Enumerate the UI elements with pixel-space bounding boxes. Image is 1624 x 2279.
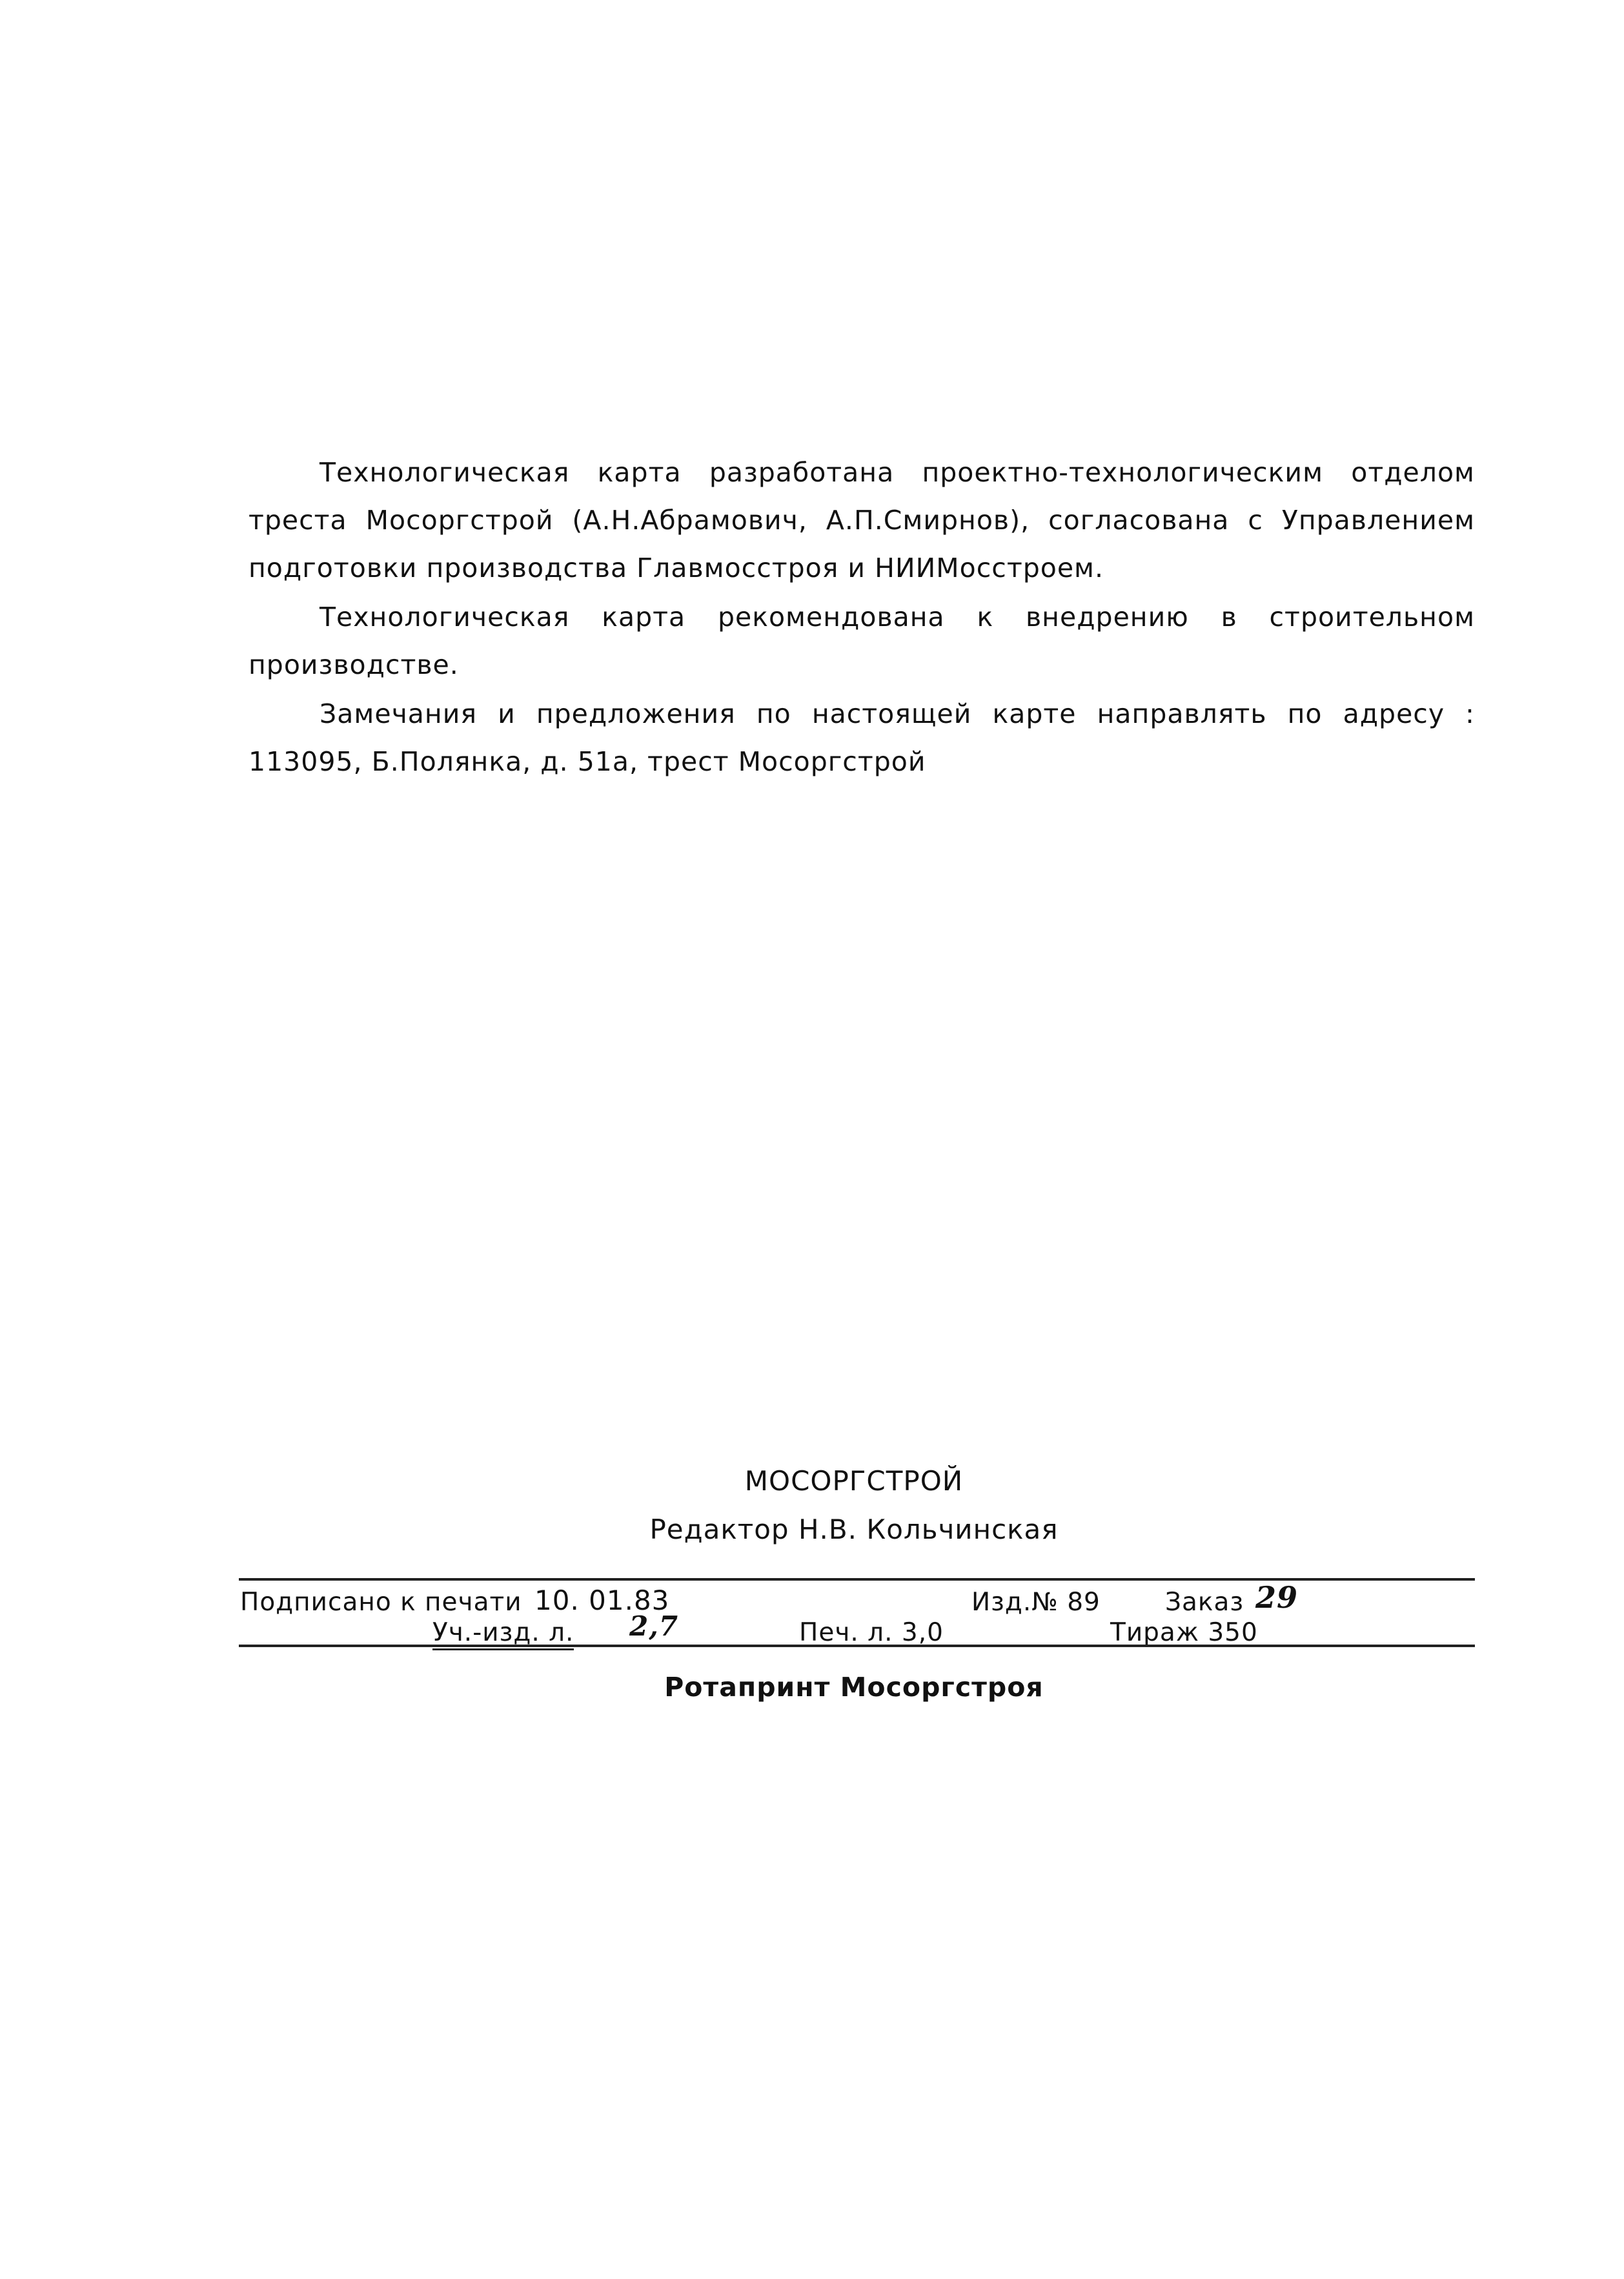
printer-line: Ротапринт Мосоргстроя (664, 1672, 1044, 1703)
accounting-sheets-label: Уч.-изд. л. (432, 1618, 574, 1650)
paragraph-development: Технологическая карта разработана проектно-технологическим отделом треста Мосоргстрой (А.Н.Абрамович, А.П.Смирнов), согласована с Управлением подготовки производства Главмосстроя и НИИМосстроем. (249, 457, 1475, 583)
order-number-handwritten: 29 (1255, 1580, 1299, 1615)
order-label: Заказ (1165, 1588, 1244, 1617)
paragraph-recommendation: Технологическая карта рекомендована к внедрению в строительном производстве. (249, 602, 1475, 680)
accounting-sheets-value: 2,7 (629, 1610, 679, 1642)
signed-date: 10. 01.83 (534, 1585, 670, 1616)
signed-label: Подписано к печати (240, 1588, 522, 1617)
edition-number: Изд.№ 89 (971, 1588, 1101, 1617)
organization-name: МОСОРГСТРОЙ (744, 1465, 964, 1497)
circulation: Тираж 350 (1110, 1618, 1258, 1647)
print-sheets: Печ. л. 3,0 (799, 1618, 944, 1647)
editor-line: Редактор Н.В. Кольчинская (649, 1514, 1059, 1545)
imprint-bottom-rule (239, 1645, 1475, 1647)
body-text (249, 449, 1475, 785)
paragraph-feedback-address: Замечания и предложения по настоящей карте направлять по адресу : 113095, Б.Полянка, д. 51а, трест Мосоргстрой (249, 698, 1475, 777)
